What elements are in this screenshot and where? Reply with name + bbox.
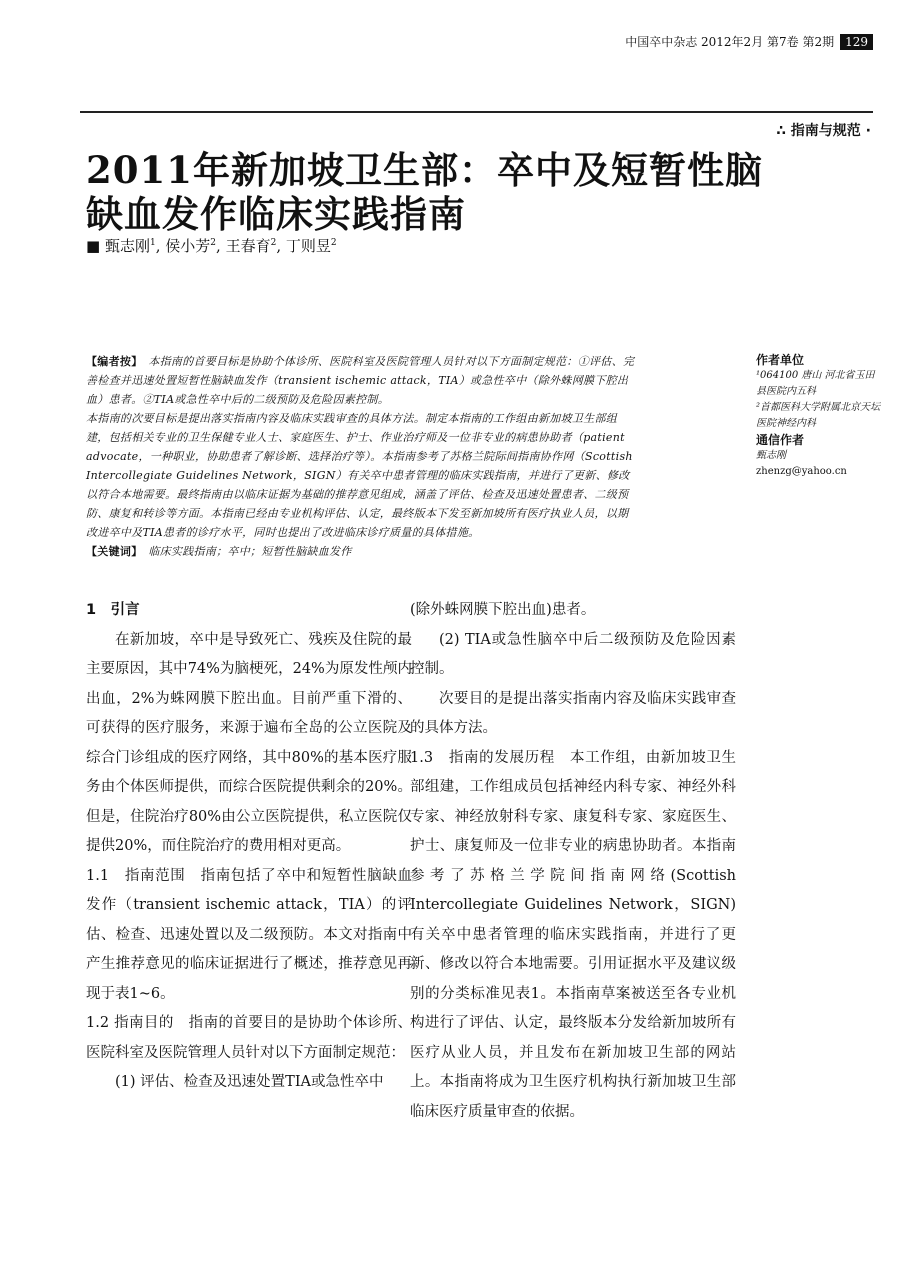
affiliation-1: ¹064100 唐山 河北省玉田县医院内五科 (756, 370, 875, 397)
author-line: ■ 甄志刚$^1$, 侯小芳$^2$, 王春育$^2$, 丁则昱$^2$ (86, 237, 337, 255)
subsection-1-3: 1.3 指南的发展历程 本工作组，由新加坡卫生部组建，工作组成员包括神经内科专家、神经外科专家、神经放射科专家、康复科专家、家庭医生、护士、康复师及一位非专业的病患协助者。本指南参考了苏格兰学院间指南网络(Scottish Intercollegiate Guidelines Network，SIGN)有关卒中患者管理的临床实践指南，并进行了更新、修改以符合本地需要。引用证据水平及建议级别的分类标准见表1。本指南草案被送至各专业机构进行了评估、认定，最终版本分发给新加坡所有医疗从业人员，并且发布在新加坡卫生部的网站上。本指南将成为卫生医疗机构执行新加坡卫生部临床医疗质量审查的依据。 (410, 749, 736, 1120)
author-bullet: ■ (86, 237, 101, 255)
body-column-left (86, 596, 412, 1127)
author-name: 甄志刚 (104, 237, 150, 255)
sidebar (756, 352, 881, 480)
abstract-para-1 (86, 352, 636, 409)
editor-note-label: 【编者按】 (86, 355, 137, 368)
list-item-1: (1) 评估、检查及迅速处置TIA或急性卒中 (115, 1074, 384, 1090)
abstract-para-2: 本指南的次要目标是提出落实指南内容及临床实践审查的具体方法。制定本指南的工作组由新加坡卫生部组建，包括相关专业的卫生保健专业人士、家庭医生、护士、作业治疗师及一位非专业的病患协助者（patient advocate，一种职业，协助患者了解诊断、选择治疗等）。本指南参考了苏格兰院际间指南协作网（Scottish Intercollegiate Guidelines Network，SIGN）有关卒中患者管理的临床实践指南，并进行了更新、修改以符合本地需要。最终指南由以临床证据为基础的推荐意见组成，涵盖了评估、检查及迅速处置患者、二级预防、康复和转诊等方面。本指南已经由专业机构评估、认定，最终版本下发至新加坡所有医疗执业人员，以期改进卒中及TIA患者的诊疗水平，同时也提出了改进临床诊疗质量的具体措施。 (86, 412, 633, 539)
paragraph: 次要目的是提出落实指南内容及临床实践审查的具体方法。 (410, 690, 736, 736)
article-title: 2011年新加坡卫生部：卒中及短暂性脑缺血发作临床实践指南 (86, 148, 763, 236)
keywords-line (86, 542, 636, 561)
author-sup: 1 (149, 238, 156, 248)
author-name: 侯小芳 (165, 237, 211, 255)
keywords-label: 【关键词】 (86, 545, 137, 558)
author-name: 王春育 (225, 237, 271, 255)
body-column-right (410, 596, 736, 1127)
author-name: 丁则昱 (285, 237, 331, 255)
section-tag: ∴ 指南与规范 · (776, 123, 871, 139)
affiliation-2: ²首都医科大学附属北京天坛医院神经内科 (756, 402, 881, 429)
author-sup: 2 (210, 238, 217, 248)
affiliation-heading: 作者单位 (756, 353, 805, 367)
abstract-text-1: 本指南的首要目标是协助个体诊所、医院科室及医院管理人员针对以下方面制定规范：①评估、完善检查并迅速处置短暂性脑缺血发作（transient ischemic attack，TIA）或急性卒中（除外蛛网膜下腔出血）患者。②TIA或急性卒中后的二级预防及危险因素控制。 (86, 355, 635, 406)
author-sup: 2 (270, 238, 277, 248)
keywords: 临床实践指南；卒中；短暂性脑缺血发作 (148, 545, 352, 558)
subsection-1-1: 1.1 指南范围 指南包括了卒中和短暂性脑缺血发作（transient ischemic attack，TIA）的评估、检查、迅速处置以及二级预防。本文对指南中产生推荐意见的临床证据进行了概述，推荐意见再现于表1~6。 (86, 867, 412, 1002)
running-header (625, 33, 873, 50)
corresponding-heading: 通信作者 (756, 433, 805, 447)
corresponding-email[interactable]: zhenzg@yahoo.cn (756, 466, 847, 477)
author-sup: 2 (330, 238, 337, 248)
journal-line: 中国卒中杂志 2012年2月 第7卷 第2期 (625, 35, 835, 49)
col2-spacer: (除外蛛网膜下腔出血)患者。 (410, 602, 596, 618)
abstract (86, 352, 636, 561)
page-number: 129 (840, 34, 873, 50)
corresponding-name: 甄志刚 (756, 450, 786, 461)
subsection-1-2: 1.2 指南目的 指南的首要目的是协助个体诊所、医院科室及医院管理人员针对以下方面制定规范： (86, 1015, 412, 1061)
paragraph: 在新加坡，卒中是导致死亡、残疾及住院的最主要原因，其中74%为脑梗死，24%为原发性颅内出血，2%为蛛网膜下腔出血。目前严重下滑的、可获得的医疗服务，来源于遍布全岛的公立医院及综合门诊组成的医疗网络，其中80%的基本医疗服务由个体医师提供，而综合医院提供剩余的20%。但是，住院治疗80%由公立医院提供，私立医院仅提供20%，而住院治疗的费用相对更高。 (86, 631, 412, 854)
header-rule (80, 111, 873, 113)
section-heading-intro: 1 引言 (86, 602, 140, 618)
list-item-2: (2) TIA或急性脑卒中后二级预防及危险因素控制。 (410, 631, 736, 677)
